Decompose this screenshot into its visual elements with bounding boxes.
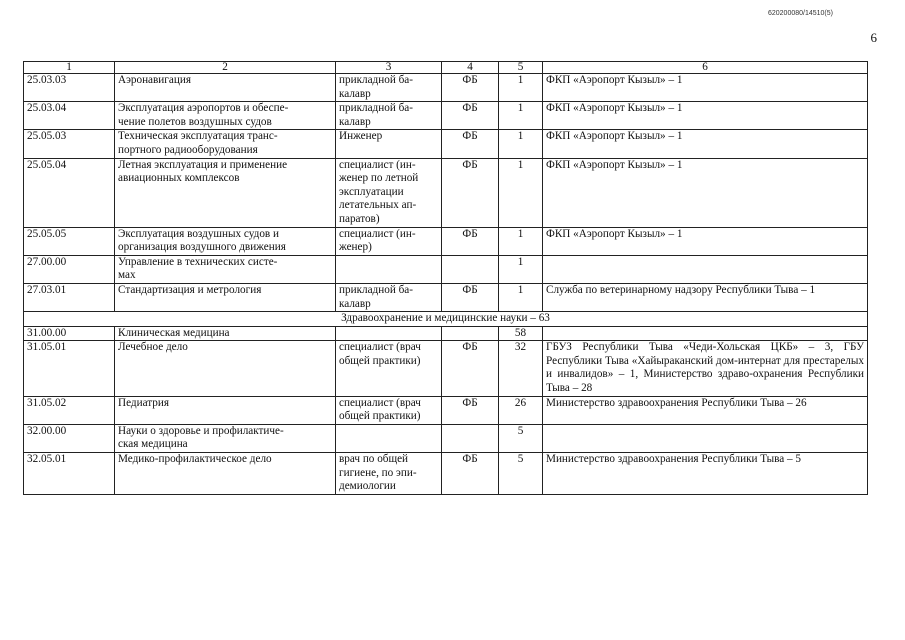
employer-cell: ФКП «Аэропорт Кызыл» – 1 bbox=[543, 158, 868, 227]
table-row bbox=[24, 102, 868, 130]
table-row bbox=[24, 74, 868, 102]
table-row bbox=[24, 158, 868, 227]
quota-count-cell: 5 bbox=[499, 424, 543, 452]
document-id: 620200080/14510(5) bbox=[767, 10, 833, 17]
specialty-name-cell: Эксплуатация аэропортов и обеспе- чение полетов воздушных судов bbox=[115, 102, 336, 130]
funding-cell: ФБ bbox=[442, 130, 499, 158]
qualification-cell: прикладной ба- калавр bbox=[336, 74, 442, 102]
employer-cell bbox=[543, 326, 868, 341]
specialty-name-cell: Науки о здоровье и профилактиче- ская медицина bbox=[115, 424, 336, 452]
specialty-name-cell: Педиатрия bbox=[115, 396, 336, 424]
code-cell: 25.05.03 bbox=[24, 130, 115, 158]
code-cell: 25.03.04 bbox=[24, 102, 115, 130]
employer-cell: Служба по ветеринарному надзору Республики Тыва – 1 bbox=[543, 283, 868, 311]
funding-cell: ФБ bbox=[442, 74, 499, 102]
quota-count-cell: 1 bbox=[499, 255, 543, 283]
quota-count-cell: 32 bbox=[499, 341, 543, 396]
employer-cell: ФКП «Аэропорт Кызыл» – 1 bbox=[543, 130, 868, 158]
allocation-table bbox=[23, 61, 868, 495]
employer-cell bbox=[543, 255, 868, 283]
quota-count-cell: 1 bbox=[499, 283, 543, 311]
funding-cell bbox=[442, 255, 499, 283]
qualification-cell: прикладной ба- калавр bbox=[336, 283, 442, 311]
section-label: Здравоохранение и медицинские науки – 63 bbox=[24, 312, 868, 327]
employer-cell: ГБУЗ Республики Тыва «Чеди-Хольская ЦКБ» – 3, ГБУ Республики Тыва «Хайыраканский дом-интернат для престарелых и инвалидов» – 1, Министерство здраво-охранения Республики Тыва – 28 bbox=[543, 341, 868, 396]
quota-count-cell: 1 bbox=[499, 158, 543, 227]
table-row bbox=[24, 227, 868, 255]
funding-cell: ФБ bbox=[442, 227, 499, 255]
funding-cell: ФБ bbox=[442, 102, 499, 130]
qualification-cell bbox=[336, 255, 442, 283]
page-number: 6 bbox=[870, 30, 877, 45]
table-row bbox=[24, 283, 868, 311]
code-cell: 32.00.00 bbox=[24, 424, 115, 452]
funding-cell: ФБ bbox=[442, 283, 499, 311]
quota-count-cell: 1 bbox=[499, 227, 543, 255]
column-header: 4 bbox=[442, 62, 499, 74]
code-cell: 25.05.05 bbox=[24, 227, 115, 255]
specialty-name-cell: Лечебное дело bbox=[115, 341, 336, 396]
quota-count-cell: 1 bbox=[499, 130, 543, 158]
funding-cell: ФБ bbox=[442, 396, 499, 424]
employer-cell: Министерство здравоохранения Республики Тыва – 5 bbox=[543, 453, 868, 495]
specialty-name-cell: Аэронавигация bbox=[115, 74, 336, 102]
qualification-cell: специалист (ин- женер) bbox=[336, 227, 442, 255]
column-header: 6 bbox=[543, 62, 868, 74]
funding-cell: ФБ bbox=[442, 341, 499, 396]
code-cell: 31.05.01 bbox=[24, 341, 115, 396]
qualification-cell: специалист (врач общей практики) bbox=[336, 396, 442, 424]
specialty-name-cell: Управление в технических систе- мах bbox=[115, 255, 336, 283]
section-header-row bbox=[24, 312, 868, 327]
quota-count-cell: 58 bbox=[499, 326, 543, 341]
code-cell: 31.05.02 bbox=[24, 396, 115, 424]
specialty-name-cell: Техническая эксплуатация транс- портного радиооборудования bbox=[115, 130, 336, 158]
code-cell: 25.05.04 bbox=[24, 158, 115, 227]
funding-cell: ФБ bbox=[442, 453, 499, 495]
qualification-cell bbox=[336, 326, 442, 341]
funding-cell: ФБ bbox=[442, 158, 499, 227]
quota-count-cell: 26 bbox=[499, 396, 543, 424]
qualification-cell: врач по общей гигиене, по эпи- демиологии bbox=[336, 453, 442, 495]
table-row bbox=[24, 396, 868, 424]
qualification-cell: Инженер bbox=[336, 130, 442, 158]
qualification-cell: специалист (врач общей практики) bbox=[336, 341, 442, 396]
group-row bbox=[24, 255, 868, 283]
table-row bbox=[24, 130, 868, 158]
funding-cell bbox=[442, 424, 499, 452]
table-row bbox=[24, 341, 868, 396]
code-cell: 27.00.00 bbox=[24, 255, 115, 283]
qualification-cell bbox=[336, 424, 442, 452]
specialty-name-cell: Летная эксплуатация и применение авиационных комплексов bbox=[115, 158, 336, 227]
table-header-row bbox=[24, 62, 868, 74]
table-row bbox=[24, 453, 868, 495]
group-row bbox=[24, 326, 868, 341]
specialty-name-cell: Эксплуатация воздушных судов и организация воздушного движения bbox=[115, 227, 336, 255]
code-cell: 27.03.01 bbox=[24, 283, 115, 311]
employer-cell: ФКП «Аэропорт Кызыл» – 1 bbox=[543, 74, 868, 102]
qualification-cell: прикладной ба- калавр bbox=[336, 102, 442, 130]
code-cell: 32.05.01 bbox=[24, 453, 115, 495]
quota-count-cell: 1 bbox=[499, 74, 543, 102]
code-cell: 31.00.00 bbox=[24, 326, 115, 341]
specialty-name-cell: Клиническая медицина bbox=[115, 326, 336, 341]
table-body bbox=[24, 74, 868, 495]
employer-cell bbox=[543, 424, 868, 452]
column-header: 2 bbox=[115, 62, 336, 74]
group-row bbox=[24, 424, 868, 452]
quota-count-cell: 5 bbox=[499, 453, 543, 495]
code-cell: 25.03.03 bbox=[24, 74, 115, 102]
column-header: 3 bbox=[336, 62, 442, 74]
column-header: 5 bbox=[499, 62, 543, 74]
quota-count-cell: 1 bbox=[499, 102, 543, 130]
specialty-name-cell: Стандартизация и метрология bbox=[115, 283, 336, 311]
employer-cell: ФКП «Аэропорт Кызыл» – 1 bbox=[543, 227, 868, 255]
specialty-name-cell: Медико-профилактическое дело bbox=[115, 453, 336, 495]
funding-cell bbox=[442, 326, 499, 341]
qualification-cell: специалист (ин- женер по летной эксплуатации летательных ап- паратов) bbox=[336, 158, 442, 227]
employer-cell: ФКП «Аэропорт Кызыл» – 1 bbox=[543, 102, 868, 130]
employer-cell: Министерство здравоохранения Республики Тыва – 26 bbox=[543, 396, 868, 424]
column-header: 1 bbox=[24, 62, 115, 74]
